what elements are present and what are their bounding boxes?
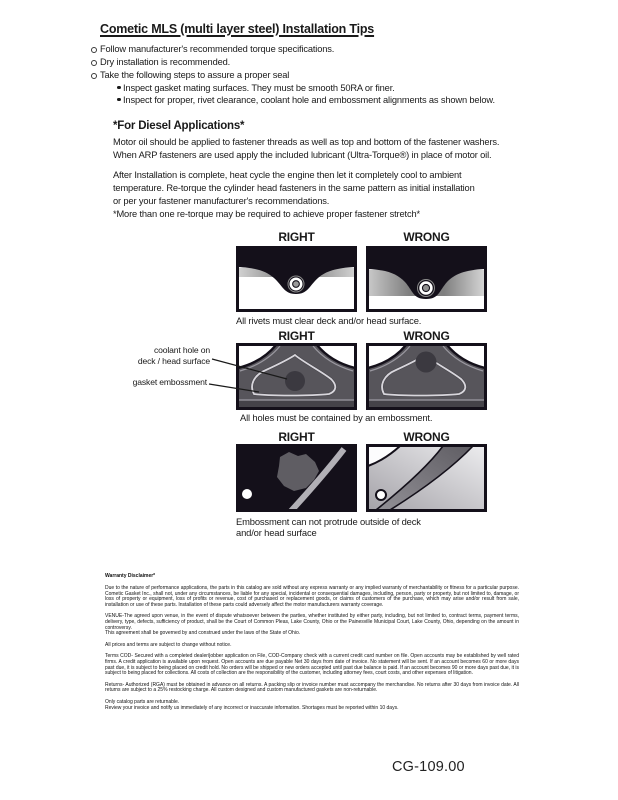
circle-bullet-icon (91, 60, 97, 66)
coolant-hole-icon (416, 352, 437, 373)
terms-paragraph: Terms COD- Secured with a completed dealer/jobber application on File, COD-Company check with a current credit card number on file. Open accounts may be established by well rated firms. A credit application is available upon request. Open accounts are due payable Net 30 days from date of invoice. No statement will be sent. If an account becomes 60 or more days past due, it is subject to being placed on credit hold. No orders will be shipped or new orders accepted until past due balance is paid. If an account becomes 90 or more days past due, it is subject to being placed for collections. All costs of collection are the responsibility of the customer, including attorney fees, court costs, and other expenses of litigation. (105, 653, 519, 677)
retorque-note (113, 208, 420, 221)
catalog-returnable-line: Only catalog parts are returnable. (105, 699, 180, 705)
figure3-right-label: RIGHT (278, 430, 315, 444)
figure1-right-label: RIGHT (278, 230, 315, 244)
warranty-heading: Warranty Disclaimer* (105, 573, 156, 579)
list-item (91, 43, 495, 56)
protrusion-diagram-right (236, 444, 357, 512)
figure1-wrong-label: WRONG (403, 230, 450, 244)
rivet-right-illustration (236, 246, 357, 312)
tip-text: Inspect for proper, rivet clearance, coolant hole and embossment alignments as shown below. (123, 95, 495, 105)
prices-line: All prices and terms are subject to change without notice. (105, 641, 232, 648)
installation-tips-list (91, 43, 495, 106)
venue-paragraph: VENUE-The agreed upon venue, in the event of dispute whatsoever between the parties, whether instituted by either party, including, but not limited to, contract terms, payment terms, delivery, type, defects, sufficiency of product, shall be the Court of Common Pleas, Lake County, Ohio or the Painesville Municipal Court, Lake County, Ohio, depending on the amount in controversy. (105, 613, 519, 631)
callout-line: deck / head surface (137, 355, 210, 366)
figure2-right-label: RIGHT (278, 329, 315, 343)
caption-line: Embossment can not protrude outside of deck (236, 516, 421, 527)
callout-line: coolant hole on (153, 345, 210, 355)
paragraph-line: Motor oil should be applied to fastener threads as well as top and bottom of the fastener washers. (113, 137, 500, 147)
figure2-caption: All holes must be contained by an embossment. (240, 412, 433, 423)
paragraph-line: When ARP fasteners are used apply the included lubricant (Ultra-Torque®) in place of motor oil. (113, 150, 492, 160)
protrusion-right-illustration (236, 444, 357, 512)
review-invoice-line: Review your invoice and notify us immediately of any incorrect or inaccurate information. Shortages must be reported within 10 days. (105, 704, 399, 711)
figure1-caption: All rivets must clear deck and/or head surface. (236, 315, 422, 326)
paragraph-line: *More than one re-torque may be required to achieve proper fastener stretch* (113, 209, 420, 219)
diesel-section-heading: *For Diesel Applications* (113, 120, 245, 132)
page-number: CG-109.00 (392, 759, 465, 775)
rivet-wrong-illustration (366, 246, 487, 312)
coolant-hole-icon (285, 371, 305, 391)
list-item (91, 56, 495, 69)
protrusion-wrong-illustration (366, 444, 487, 512)
caption-line: and/or head surface (236, 527, 317, 538)
dot-bullet-icon (117, 86, 121, 90)
embossment-wrong-illustration (366, 343, 487, 410)
dot-bullet-icon (117, 98, 121, 102)
returns-paragraph: Returns- Authorized (RGA) must be obtained in advance on all returns. A packing slip or invoice number must accompany the merchandise. No returns after 30 days from invoice date. All returns are subject to a 25% restocking charge. All custom designed and custom manufactured gaskets are non-returnable. (105, 681, 519, 694)
tip-text: Dry installation is recommended. (100, 57, 231, 67)
embossment-diagram-right (236, 343, 357, 410)
rivet-diagram-wrong (366, 246, 487, 312)
circle-bullet-icon (91, 73, 97, 79)
protrusion-diagram-wrong (366, 444, 487, 512)
bolt-hole-icon (376, 490, 386, 500)
list-item (117, 94, 495, 106)
circle-bullet-icon (91, 47, 97, 53)
tip-text: Follow manufacturer's recommended torque specifications. (100, 44, 335, 54)
figure3-caption (236, 516, 421, 538)
figure2-wrong-label: WRONG (403, 329, 450, 343)
embossment-diagram-wrong (366, 343, 487, 410)
figure3-wrong-label: WRONG (403, 430, 450, 444)
diesel-paragraph-1 (113, 136, 499, 162)
page-title: Cometic MLS (multi layer steel) Installation Tips (100, 22, 375, 36)
list-item (117, 82, 495, 94)
diesel-paragraph-2 (113, 169, 475, 208)
warranty-disclaimer-block (105, 574, 519, 717)
coolant-hole-callout (138, 345, 210, 366)
agreement-line: This agreement shall be governed by and construed under the laws of the State of Ohio. (105, 630, 301, 637)
list-item (91, 69, 495, 82)
embossment-right-illustration (236, 343, 357, 410)
tip-text: Take the following steps to assure a proper seal (100, 70, 290, 80)
bolt-hole-icon (242, 489, 252, 499)
tip-text: Inspect gasket mating surfaces. They must be smooth 50RA or finer. (123, 83, 395, 93)
paragraph-line: After Installation is complete, heat cycle the engine then let it completely cool to ambient (113, 170, 462, 180)
rivet-diagram-right (236, 246, 357, 312)
paragraph-line: temperature. Re-torque the cylinder head fasteners in the same pattern as initial installation (113, 183, 475, 193)
warranty-paragraph: Due to the nature of performance applications, the parts in this catalog are sold without any express warranty or any implied warranty of merchantability or fitness for a particular purpose. Cometic Gasket Inc., shall not, under any circumstances, be liable for any special, incidental or consequential damages, including, person, party or property, but not limited to, damage, or loss of property or equipment, loss of profits or revenue, cost of purchased or replacement goods, or claims of customers of the purchase, which may arise and/or result from sale, installation or use of these parts. Installation of these parts could adversely affect the motor manufacturers warranty coverage. (105, 585, 519, 608)
paragraph-line: or per your fastener manufacturer's recommendations. (113, 196, 330, 206)
gasket-embossment-callout: gasket embossment (132, 377, 207, 387)
